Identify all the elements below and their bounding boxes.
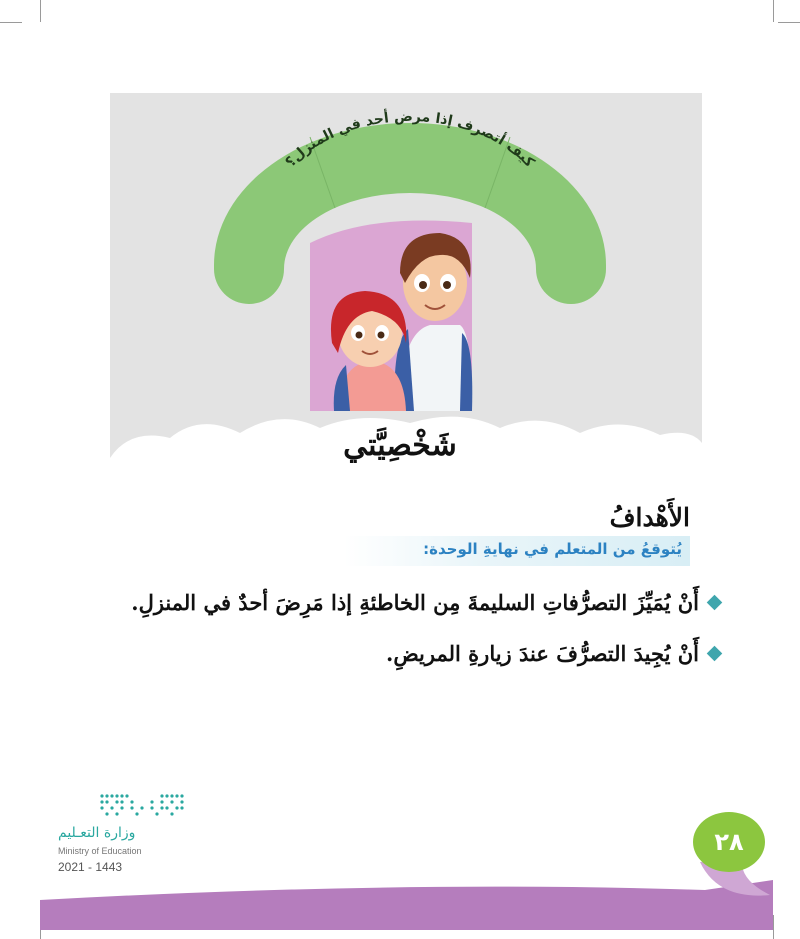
goals-heading: الأَهْدافُ: [609, 503, 690, 532]
crop-mark-top-left-h: [0, 22, 22, 23]
goal-item: [131, 590, 720, 615]
crop-mark-top-left: [40, 0, 41, 22]
goal-item: [386, 641, 720, 666]
goals-subtitle: يُتوقعُ من المتعلم في نهايةِ الوحدة:: [423, 540, 682, 558]
crop-mark-top-right-h: [778, 22, 800, 23]
goal-text: أَنْ يُمَيِّزَ التصرُّفاتِ السليمةَ مِن الخاطئةِ إذا مَرِضَ أحدٌ في المنزلِ.: [131, 590, 699, 615]
crop-mark-bottom-right: [773, 915, 774, 939]
arc-text: كيف أتصرف إذا مرض أحد في المنزل؟: [282, 108, 538, 171]
crop-mark-bottom-left: [40, 915, 41, 939]
goal-text: أَنْ يُجِيدَ التصرُّفَ عندَ زيارةِ المريضِ.: [386, 641, 699, 666]
goals-subtitle-bar: [344, 536, 690, 566]
ministry-logo-icon: [40, 790, 190, 830]
diamond-bullet-icon: [707, 595, 723, 611]
page-number: ٢٨: [693, 812, 765, 872]
crop-mark-top-right: [773, 0, 774, 22]
diamond-bullet-icon: [707, 646, 723, 662]
edition-year: 2021 - 1443: [58, 860, 123, 874]
ministry-name-arabic: وزارة التعـليم: [58, 825, 136, 841]
ministry-name-english: Ministry of Education: [58, 846, 142, 856]
unit-title: شَخْصِيَّتي: [343, 428, 457, 463]
